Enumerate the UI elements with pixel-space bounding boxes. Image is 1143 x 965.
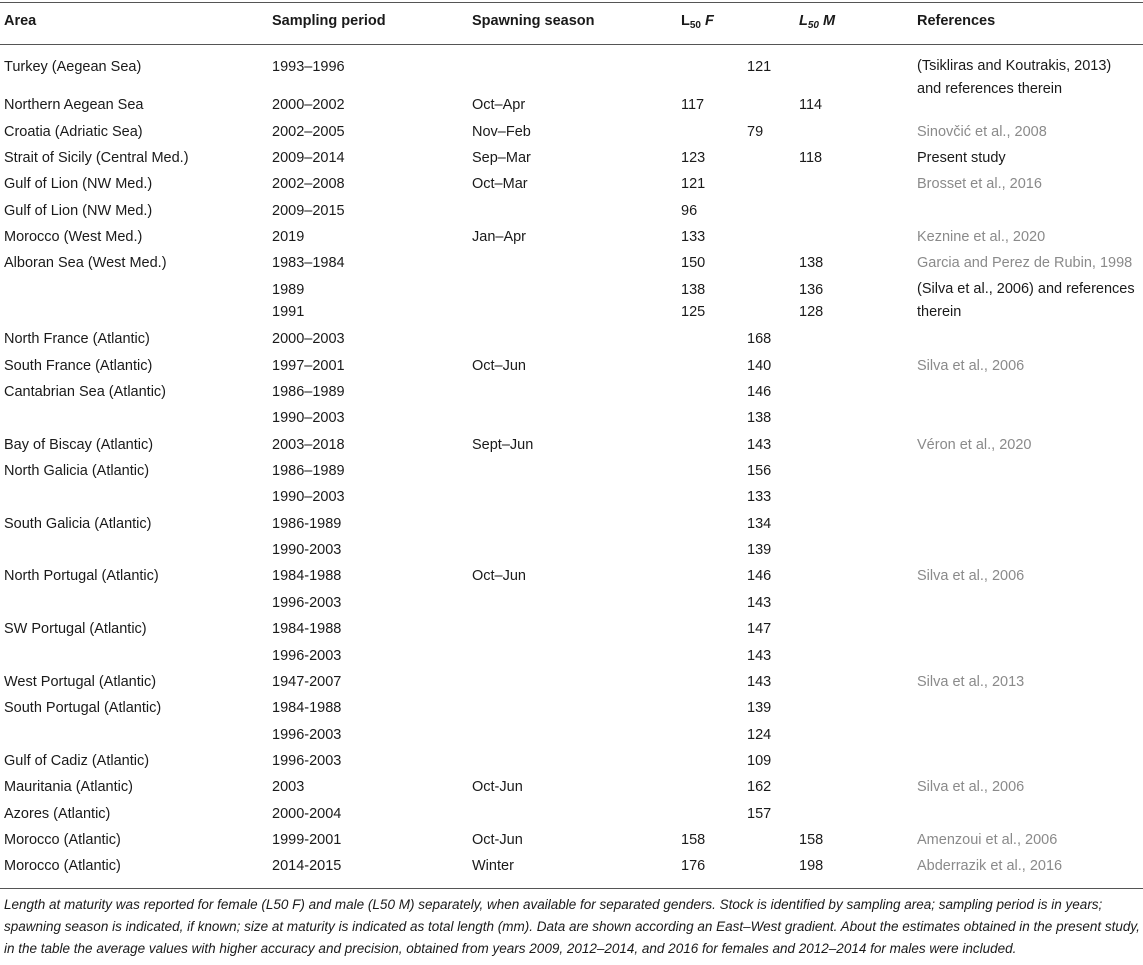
area-cell: North Galicia (Atlantic) (4, 463, 150, 480)
spawning-season-cell: Oct–Apr (472, 97, 526, 114)
sampling-period-cell: 1996-2003 (272, 752, 342, 769)
area-cell: Morocco (West Med.) (4, 229, 143, 246)
sampling-period-cell: 1990–2003 (272, 410, 345, 427)
area-cell: Morocco (Atlantic) (4, 831, 121, 848)
sampling-period-cell: 1947-2007 (272, 673, 342, 690)
sampling-period-cell: 1989 (272, 281, 305, 298)
area-cell: Mauritania (Atlantic) (4, 779, 133, 796)
header-l50-male: $L_{50}$ M (799, 13, 836, 31)
table-row (0, 430, 1143, 456)
spawning-season-cell: Oct-Jun (472, 831, 523, 848)
table-footnote: Length at maturity was reported for female (L50 F) and male (L50 M) separately, when available for separated genders. Stock is identified by sampling area; sampling period is in years; spawning season is indicated, if known; size at maturity is indicated as total length (mm). Data are shown according an East–West gradient. About the estimates obtained in the present study, in the table the average values with higher accuracy and precision, obtained from years 2009, 2012–2014, and 2016 for females and 2012–2014 for males were included. (4, 897, 1140, 956)
area-cell: South Portugal (Atlantic) (4, 700, 162, 717)
area-cell: West Portugal (Atlantic) (4, 673, 157, 690)
table-row (0, 117, 1143, 143)
table-row (0, 248, 1143, 274)
l50-combined-cell: 124 (747, 726, 772, 743)
l50-male-cell: 118 (799, 150, 823, 167)
area-cell: Bay of Biscay (Atlantic) (4, 436, 154, 453)
l50-female-cell: 150 (681, 255, 706, 272)
header-l50-female: $L_{50}$ F (681, 13, 714, 31)
spawning-season-cell: Oct–Jun (472, 357, 526, 374)
area-cell: Gulf of Cadiz (Atlantic) (4, 752, 150, 769)
sampling-period-cell: 2014-2015 (272, 858, 342, 875)
table-header (0, 0, 1143, 44)
header-area: Area (4, 13, 37, 29)
table-row (0, 196, 1143, 222)
spawning-season-cell: Winter (472, 858, 514, 875)
sampling-period-cell: 2000–2003 (272, 331, 345, 348)
l50-combined-cell: 162 (747, 779, 772, 796)
l50-combined-cell: 143 (747, 673, 772, 690)
spawning-season-cell: Oct–Jun (472, 568, 526, 585)
sampling-period-cell: 1996-2003 (272, 726, 342, 743)
table-row (0, 324, 1143, 350)
table-row (0, 169, 1143, 195)
area-cell: SW Portugal (Atlantic) (4, 621, 147, 638)
sampling-period-cell: 1986–1989 (272, 463, 345, 480)
sampling-period-cell: 1999-2001 (272, 831, 342, 848)
sampling-period-cell: 2002–2005 (272, 123, 345, 140)
table-row (0, 456, 1143, 482)
l50-female-cell: 158 (681, 831, 706, 848)
l50-male-cell: 158 (799, 831, 824, 848)
table-row (0, 641, 1143, 667)
table-row (0, 90, 1143, 116)
reference-cell: Véron et al., 2020 (917, 436, 1032, 453)
l50-combined-cell: 143 (747, 647, 772, 664)
sampling-period-cell: 1984-1988 (272, 700, 342, 717)
l50-combined-cell: 133 (747, 489, 772, 506)
area-cell: South Galicia (Atlantic) (4, 515, 152, 532)
sampling-period-cell: 2009–2014 (272, 150, 345, 167)
reference-cell: Silva et al., 2006 (917, 357, 1025, 374)
l50-male-cell: 138 (799, 255, 824, 272)
sampling-period-cell: 2019 (272, 229, 305, 246)
l50-combined-cell: 134 (747, 515, 772, 532)
area-cell: Turkey (Aegean Sea) (4, 59, 142, 75)
l50-male-cell: 198 (799, 858, 824, 875)
l50-male-cell: 128 (799, 303, 824, 320)
l50-combined-cell: 139 (747, 542, 772, 559)
reference-cell: Amenzoui et al., 2006 (917, 831, 1058, 848)
l50-combined-cell: 147 (747, 621, 772, 638)
reference-cell: Silva et al., 2013 (917, 673, 1025, 690)
sampling-period-cell: 1986-1989 (272, 515, 342, 532)
reference-cell-line2: and references therein (917, 81, 1063, 97)
l50-female-cell: 123 (681, 150, 706, 167)
reference-cell: (Tsikliras and Koutrakis, 2013) (917, 58, 1112, 74)
table-row (0, 275, 1143, 320)
l50-male-cell: 114 (799, 97, 823, 114)
area-cell: Strait of Sicily (Central Med.) (4, 150, 189, 167)
table-row (0, 222, 1143, 248)
sampling-period-cell: 1990-2003 (272, 542, 342, 559)
l50-combined-cell: 139 (747, 700, 772, 717)
sampling-period-cell: 1997–2001 (272, 357, 345, 374)
l50-combined-cell: 157 (747, 805, 772, 822)
sampling-period-cell: 1986–1989 (272, 384, 345, 400)
reference-cell: Silva et al., 2006 (917, 568, 1025, 585)
sampling-period-cell: 1984-1988 (272, 621, 342, 638)
header-references: References (917, 13, 996, 29)
table-row (0, 799, 1143, 825)
l50-combined-cell: 146 (747, 384, 772, 400)
sampling-period-cell: 1993–1996 (272, 59, 345, 75)
reference-cell: Keznine et al., 2020 (917, 229, 1046, 246)
spawning-season-cell: Oct–Mar (472, 176, 528, 193)
sampling-period-cell: 2002–2008 (272, 176, 345, 193)
l50-combined-cell: 156 (747, 463, 772, 480)
table-row (0, 403, 1143, 429)
reference-cell: Abderrazik et al., 2016 (917, 858, 1063, 875)
reference-cell: Sinovčić et al., 2008 (917, 123, 1047, 140)
table-row (0, 509, 1143, 535)
table-row (0, 535, 1143, 561)
table-row (0, 825, 1143, 851)
area-cell: North Portugal (Atlantic) (4, 568, 159, 585)
sampling-period-cell: 2009–2015 (272, 202, 345, 219)
area-cell: Northern Aegean Sea (4, 97, 144, 114)
table-row (0, 561, 1143, 587)
l50-male-cell: 136 (799, 281, 824, 298)
spawning-season-cell: Nov–Feb (472, 123, 531, 140)
spawning-season-cell: Oct-Jun (472, 779, 523, 796)
table-row (0, 851, 1143, 877)
spawning-season-cell: Jan–Apr (472, 229, 527, 246)
sampling-period-cell: 1996-2003 (272, 594, 342, 611)
reference-cell: Silva et al., 2006 (917, 779, 1025, 796)
l50-combined-cell: 143 (747, 594, 772, 611)
table-row (0, 351, 1143, 377)
l50-female-cell: 125 (681, 303, 706, 320)
l50-female-cell: 138 (681, 281, 706, 298)
area-cell: Azores (Atlantic) (4, 805, 111, 822)
spawning-season-cell: Sep–Mar (472, 150, 531, 167)
l50-combined-cell: 168 (747, 331, 772, 348)
l50-female-cell: 121 (681, 176, 706, 193)
area-cell: Croatia (Adriatic Sea) (4, 123, 143, 140)
header-spawning-season: Spawning season (472, 13, 595, 29)
table-row (0, 377, 1143, 403)
area-cell: Morocco (Atlantic) (4, 858, 121, 875)
l50-female-cell: 133 (681, 229, 706, 246)
header-bottom-rule (0, 44, 1143, 45)
table-row (0, 746, 1143, 772)
area-cell: Cantabrian Sea (Atlantic) (4, 384, 166, 400)
table-row (0, 667, 1143, 693)
l50-female-cell: 117 (681, 97, 705, 114)
reference-cell-line2: therein (917, 303, 962, 320)
reference-cell: (Silva et al., 2006) and references (917, 280, 1135, 297)
sampling-period-cell: 2003 (272, 779, 305, 796)
sampling-period-cell: 1990–2003 (272, 489, 345, 506)
l50-combined-cell: 138 (747, 410, 772, 427)
l50-female-cell: 176 (681, 858, 706, 875)
sampling-period-cell: 2000-2004 (272, 805, 342, 822)
table-row (0, 52, 1143, 97)
l50-combined-cell: 146 (747, 568, 772, 585)
area-cell: Gulf of Lion (NW Med.) (4, 176, 153, 193)
area-cell: Alboran Sea (West Med.) (4, 255, 167, 272)
l50-combined-cell: 79 (747, 123, 764, 140)
table-row (0, 693, 1143, 719)
area-cell: Gulf of Lion (NW Med.) (4, 202, 153, 219)
reference-cell: Garcia and Perez de Rubin, 1998 (917, 255, 1133, 272)
table-row (0, 772, 1143, 798)
sampling-period-cell: 1984-1988 (272, 568, 342, 585)
sampling-period-cell: 1991 (272, 303, 305, 320)
l50-combined-cell: 121 (747, 59, 772, 75)
reference-cell: Brosset et al., 2016 (917, 176, 1042, 193)
table-row (0, 588, 1143, 614)
reference-cell: Present study (917, 150, 1006, 167)
sampling-period-cell: 2000–2002 (272, 97, 345, 114)
table-row (0, 482, 1143, 508)
sampling-period-cell: 1996-2003 (272, 647, 342, 664)
sampling-period-cell: 2003–2018 (272, 436, 345, 453)
table-row (0, 143, 1143, 169)
spawning-season-cell: Sept–Jun (472, 436, 534, 453)
sampling-period-cell: 1983–1984 (272, 255, 345, 272)
table-row (0, 614, 1143, 640)
area-cell: South France (Atlantic) (4, 357, 153, 374)
l50-combined-cell: 140 (747, 357, 772, 374)
l50-female-cell: 96 (681, 202, 698, 219)
table-row (0, 720, 1143, 746)
table-bottom-rule (0, 888, 1143, 889)
l50-combined-cell: 109 (747, 752, 772, 769)
header-sampling-period: Sampling period (272, 13, 386, 29)
area-cell: North France (Atlantic) (4, 331, 150, 348)
l50-combined-cell: 143 (747, 436, 772, 453)
